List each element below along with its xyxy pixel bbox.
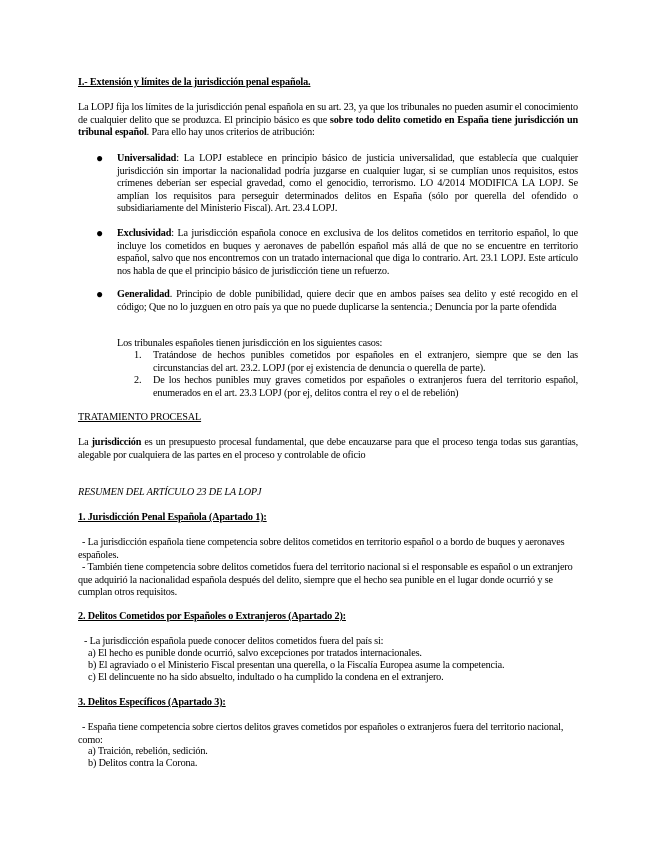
- resumen-heading: RESUMEN DEL ARTÍCULO 23 DE LA LOPJ: [78, 487, 262, 498]
- criterion-exclusividad: [117, 228, 578, 278]
- tratamiento-heading: TRATAMIENTO PROCESAL: [78, 412, 202, 423]
- criterion-generalidad: [117, 289, 578, 314]
- criterion-universalidad: [117, 153, 578, 216]
- list-item: De los hechos punibles muy graves cometidos por españoles o extranjeros fuera del territorio español, enumerados en el art. 23.3 LOPJ (por ej, delitos contra el rey o el de rebelión): [153, 375, 578, 399]
- criterion-text: : La LOPJ establece en principio básico de justicia universalidad, que establecía que cualquier jurisdicción sin importar la nacionalidad podría juzgarse en cualquier lugar, si se cumplían unos requisitos, estos crímenes deberían ser especial gravedad, como el genocidio, terrorismo. LO 4/2014 MODIFICA LA LOPJ. Se amplían los requisitos para perseguir determinados delitos en España (sólo por querella del ofendido o subsidiariamente del Ministerio Fiscal). Art. 23.4 LOPJ.: [117, 153, 578, 215]
- resumen-line: - España tiene competencia sobre ciertos delitos graves cometidos por españoles o extranjeros fuera del territorio nacional, como:: [78, 722, 564, 746]
- criterion-text: . Principio de doble punibilidad, quiere decir que en ambos países sea delito y esté recogido en el código; Que no lo juzguen en otro país ya que no puede duplicarse la sentencia.; Denuncia por la parte ofendida: [117, 289, 578, 313]
- criterion-text: : La jurisdicción española conoce en exclusiva de los delitos cometidos en territorio español, lo que incluye los cometidos en buques y aeronaves de pabellón español más allá de que no se encuentre en territorio español, salvo que nos encontremos con un tratado internacional que diga lo contrario. Art. 23.1 LOPJ. Este artículo nos habla de que el principio básico de jurisdicción tiene un refuerzo.: [117, 228, 578, 277]
- resumen-line: - La jurisdicción española puede conocer delitos cometidos fuera del país si:: [84, 636, 384, 647]
- resumen-section-title: 2. Delitos Cometidos por Españoles o Extranjeros (Apartado 2):: [78, 611, 346, 622]
- criterion-title: Exclusividad: [117, 228, 172, 239]
- tratamiento-paragraph: [78, 437, 578, 462]
- list-item: Tratándose de hechos punibles cometidos por españoles en el extranjero, siempre que se den las circunstancias del art. 23.2. LOPJ (por ej existencia de denuncia o querella de parte).: [153, 350, 578, 374]
- resumen-section-title: 1. Jurisdicción Penal Española (Apartado 1):: [78, 512, 267, 523]
- bullet-icon: ●: [96, 226, 104, 240]
- bullet-icon: ●: [96, 151, 104, 165]
- resumen-line: - También tiene competencia sobre delitos cometidos fuera del territorio nacional si el responsable es español o un extranjero que adquirió la nacionalidad española después del delito, siempre que el hecho sea punible en el lugar donde ocurrió y se cumplan otros requisitos.: [78, 562, 573, 599]
- intro-text: La LOPJ fija los límites de la jurisdicción penal española en su art. 23, ya que los tribunales no pueden asumir el conocimiento de cualquier delito que se produzca. El principio básico es que: [78, 102, 578, 126]
- tratamiento-bold: jurisdicción: [91, 437, 142, 448]
- criterion-title: Universalidad: [117, 153, 177, 164]
- resumen-line: b) Delitos contra la Corona.: [88, 758, 198, 769]
- resumen-line: c) El delincuente no ha sido absuelto, indultado o ha cumplido la condena en el extranjero.: [88, 672, 444, 683]
- criterion-title: Generalidad: [117, 289, 170, 300]
- resumen-section-title: 3. Delitos Específicos (Apartado 3):: [78, 697, 226, 708]
- cases-intro: Los tribunales españoles tienen jurisdicción en los siguientes casos:: [117, 338, 383, 349]
- section-heading: I.- Extensión y límites de la jurisdicción penal española.: [78, 77, 311, 88]
- tratamiento-text: La: [78, 437, 92, 448]
- bullet-icon: ●: [96, 287, 104, 301]
- resumen-line: a) El hecho es punible donde ocurrió, salvo excepciones por tratados internacionales.: [88, 648, 422, 659]
- list-number: 1.: [134, 350, 142, 361]
- tratamiento-text-end: es un presupuesto procesal fundamental, que debe encauzarse para que el proceso tenga todas sus garantías, alegable por cualquiera de las partes en el proceso y controlable de oficio: [78, 437, 578, 461]
- intro-paragraph: [78, 102, 578, 140]
- resumen-line: b) El agraviado o el Ministerio Fiscal presentan una querella, o la Fiscalía Europea asume la competencia.: [88, 660, 505, 671]
- intro-bold: sobre todo delito cometido en España tiene jurisdicción un tribunal español: [78, 114, 578, 139]
- resumen-line: - La jurisdicción española tiene competencia sobre delitos cometidos en territorio español o a bordo de buques y aeronaves españoles.: [78, 537, 565, 561]
- intro-text-end: . Para ello hay unos criterios de atribución:: [146, 127, 315, 139]
- list-number: 2.: [134, 375, 142, 386]
- resumen-line: a) Traición, rebelión, sedición.: [88, 746, 208, 757]
